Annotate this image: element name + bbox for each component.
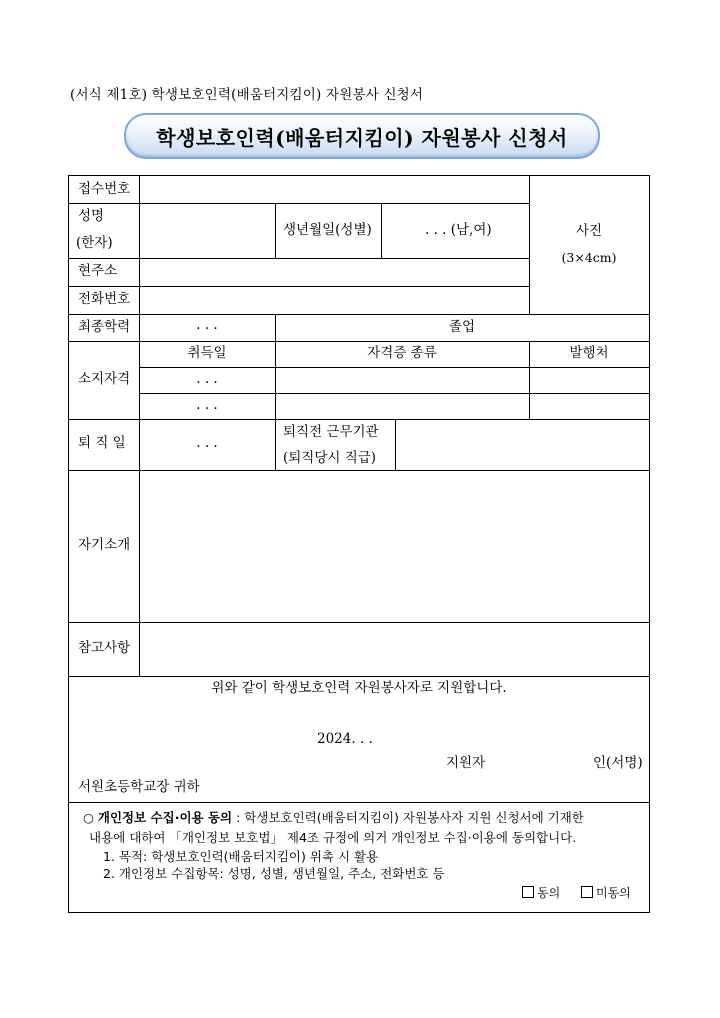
form-title: 학생보호인력(배움터지킴이) 자원봉사 신청서	[156, 125, 568, 150]
application-form	[68, 175, 650, 913]
disagree-checkbox[interactable]	[581, 886, 593, 898]
consent-heading: 개인정보 수집·이용 동의	[97, 810, 233, 825]
qualification-row-2-date: . . .	[196, 397, 218, 413]
name-label: 성명	[78, 208, 105, 224]
addressee-text: 서원초등학교장 귀하	[78, 779, 200, 795]
form-title-banner	[124, 113, 600, 159]
name-hanja-label: (한자)	[76, 235, 113, 251]
photo-size-label: (3×4cm)	[561, 250, 617, 265]
form-number-caption: (서식 제1호) 학생보호인력(배움터지킴이) 자원봉사 신청서	[70, 87, 424, 103]
consent-bullet: ○	[83, 810, 94, 825]
education-label: 최종학력	[78, 319, 131, 335]
education-date: . . .	[196, 317, 218, 333]
address-label: 현주소	[78, 263, 118, 279]
receipt-number-label: 접수번호	[78, 181, 131, 197]
consent-line-1	[83, 812, 584, 825]
disagree-label: 미동의	[596, 886, 631, 900]
consent-items: 2. 개인정보 수집항목: 성명, 성별, 생년월일, 주소, 전화번호 등	[103, 866, 445, 881]
application-date: 2024. . .	[317, 731, 373, 747]
birth-gender-label: 생년월일(성별)	[283, 222, 372, 238]
phone-label: 전화번호	[78, 291, 131, 307]
issuer-header: 발행처	[569, 345, 609, 361]
graduation-label: 졸업	[448, 319, 476, 335]
qualification-label: 소지자격	[78, 371, 131, 387]
self-introduction-label: 자기소개	[78, 537, 131, 553]
photo-label: 사진	[575, 223, 603, 239]
consent-line-1-text: : 학생보호인력(배움터지킴이) 자원봉사자 지원 신청서에 기재한	[232, 810, 584, 825]
qualification-row-1-date: . . .	[196, 371, 218, 387]
consent-line-2: 내용에 대하여 「개인정보 보호법」 제4조 규정에 의거 개인정보 수집·이용에 동의합니다.	[89, 830, 577, 845]
cert-type-header: 자격증 종류	[367, 345, 437, 361]
previous-org-label: 퇴직전 근무기관	[283, 424, 379, 440]
declaration-text: 위와 같이 학생보호인력 자원봉사자로 지원합니다.	[211, 680, 507, 696]
retirement-date-label: 퇴 직 일	[78, 435, 126, 451]
consent-purpose: 1. 목적: 학생보호인력(배움터지킴이) 위촉 시 활용	[103, 849, 379, 864]
agree-checkbox[interactable]	[522, 886, 534, 898]
birth-gender-value: . . . (남,여)	[425, 222, 492, 238]
disagree-option[interactable]	[581, 886, 631, 899]
previous-rank-label: (퇴직당시 직급)	[283, 450, 377, 466]
applicant-label: 지원자	[446, 755, 486, 771]
acquired-date-header: 취득일	[187, 345, 227, 361]
retirement-date-value: . . .	[196, 435, 218, 451]
agree-option[interactable]	[522, 886, 560, 899]
notes-label: 참고사항	[78, 640, 131, 656]
signature-label: 인(서명)	[593, 755, 643, 771]
agree-label: 동의	[537, 886, 561, 900]
